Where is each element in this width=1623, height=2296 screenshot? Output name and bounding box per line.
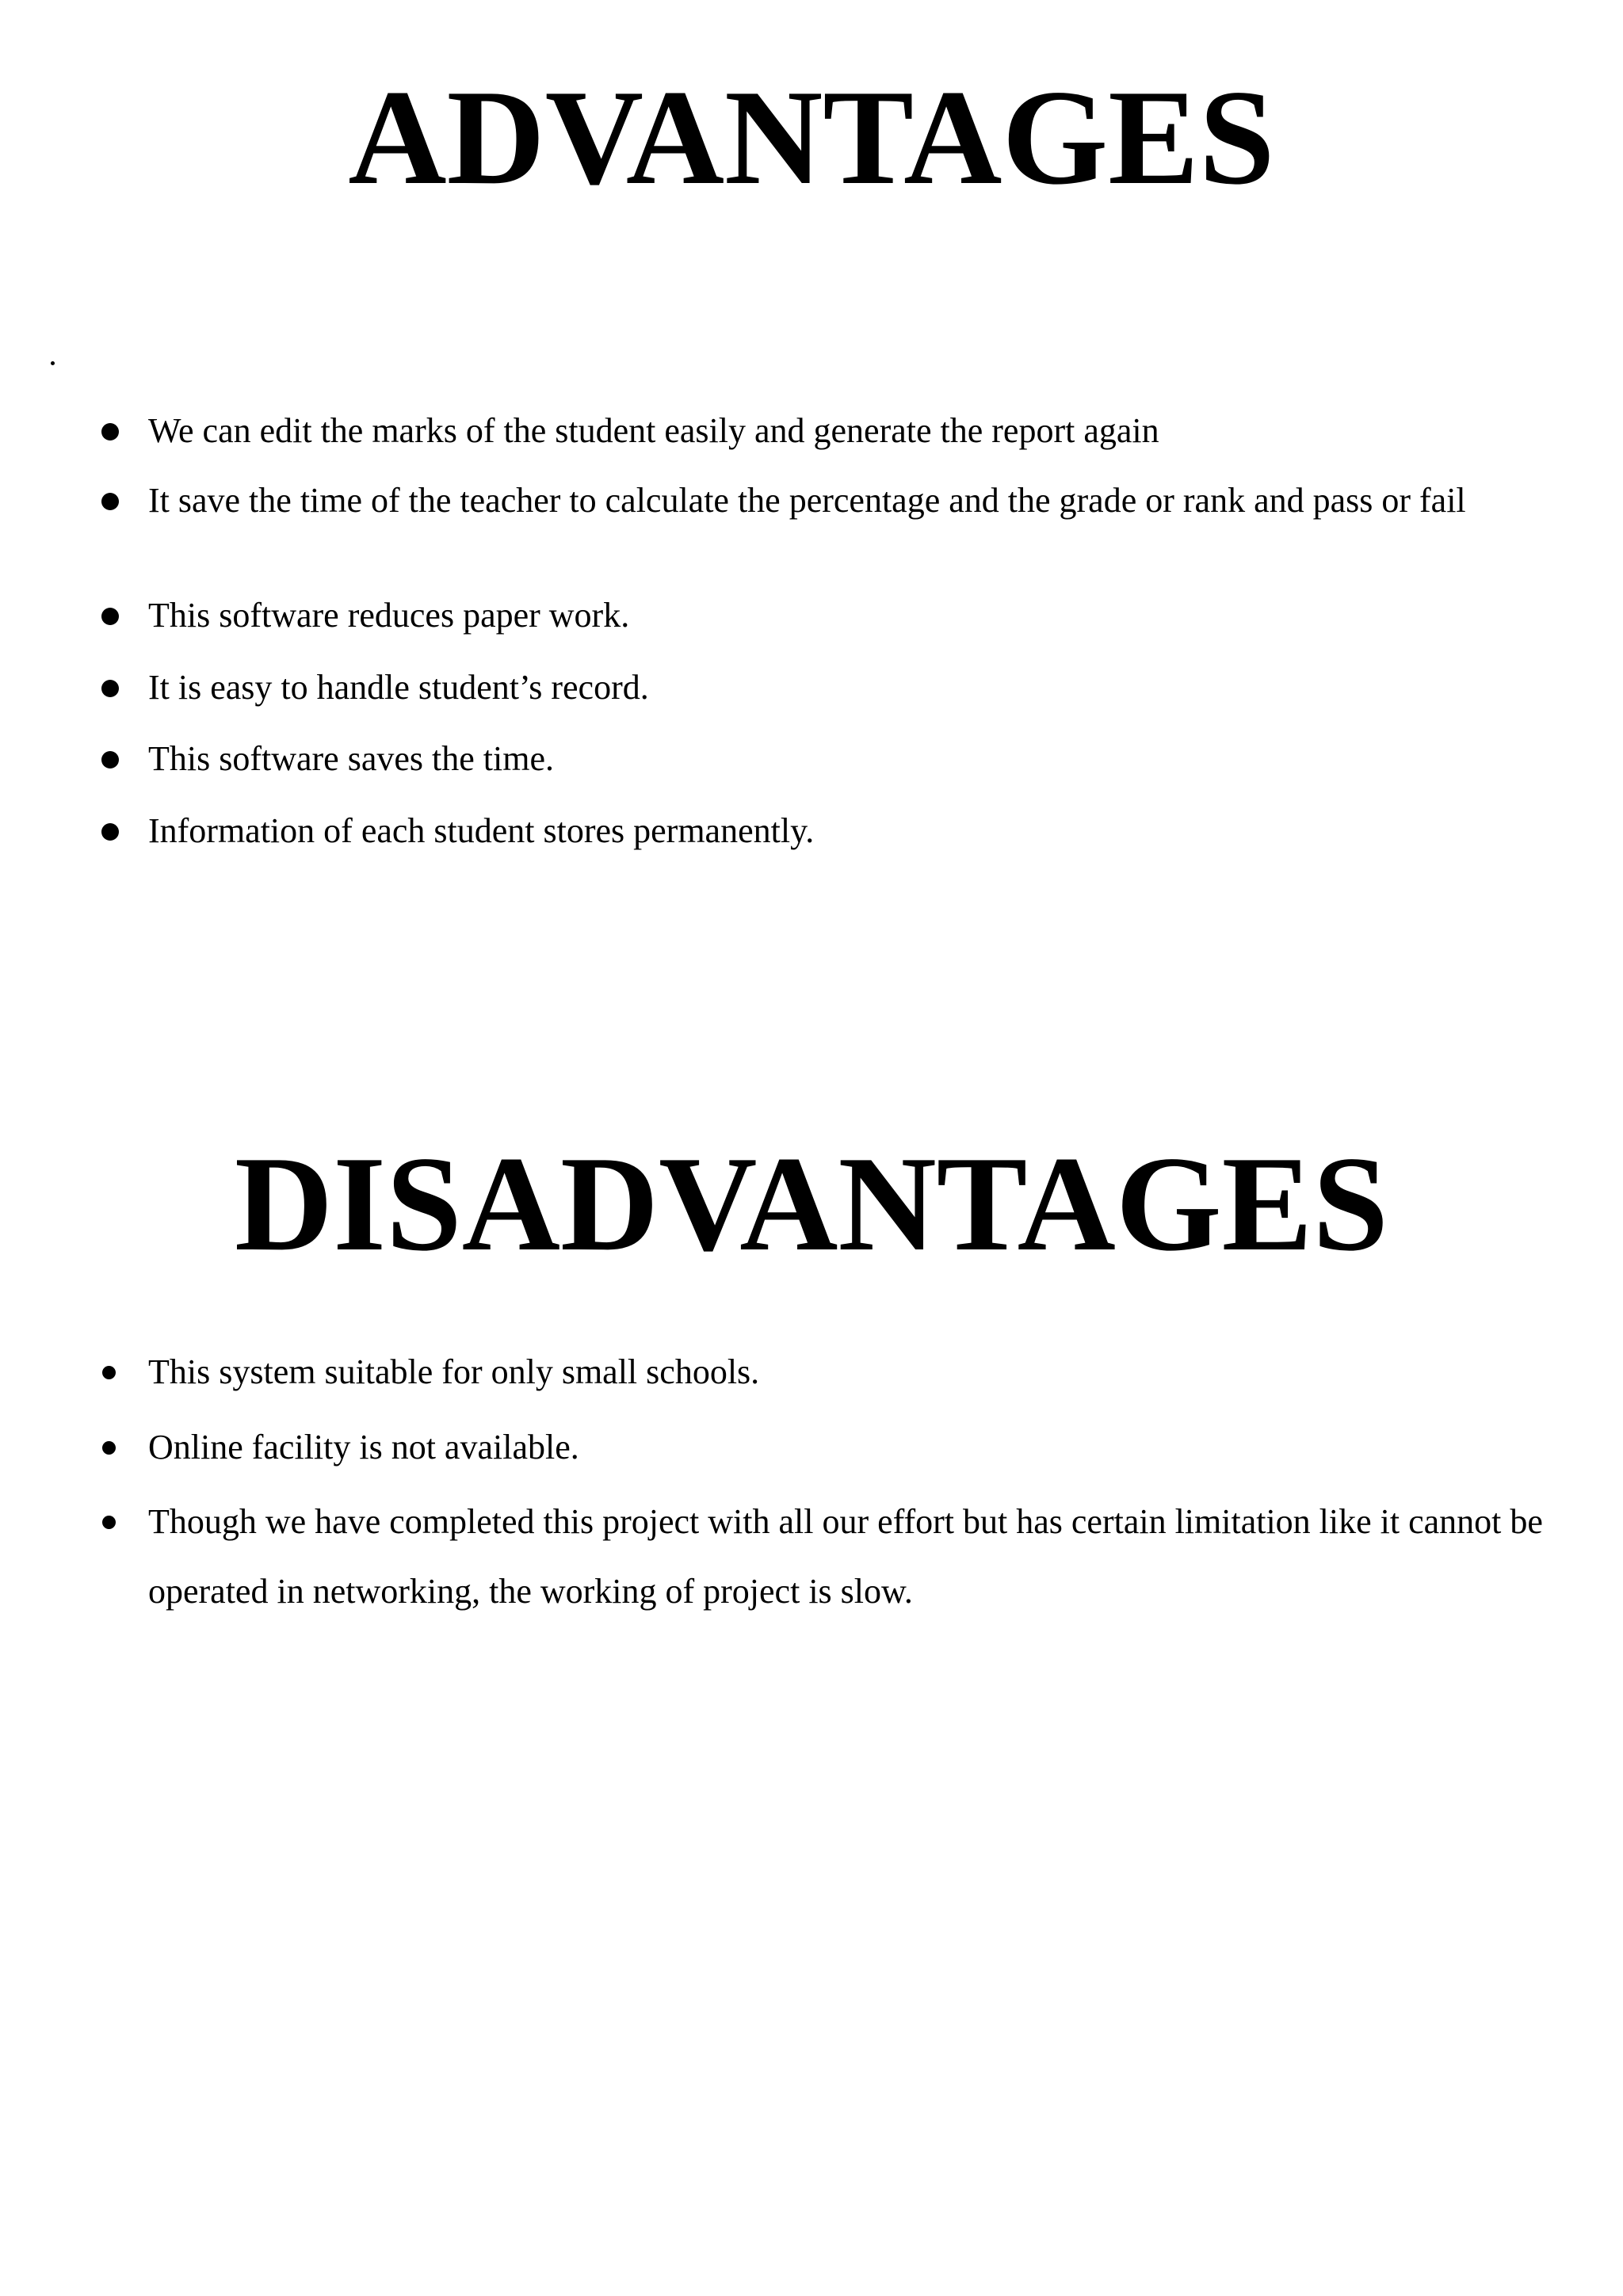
advantages-heading: ADVANTAGES [348,63,1275,213]
list-item-text: Though we have completed this project with all our effort but has certain limitation like it cannot be operated in networking, the working of project is slow. [148,1502,1543,1611]
list-item-text: We can edit the marks of the student easily and generate the report again [148,411,1159,450]
list-item-text: Online facility is not available. [148,1428,579,1466]
list-item-text: This software reduces paper work. [148,596,630,635]
list-item-text: It save the time of the teacher to calculate the percentage and the grade or rank and pass or fail [148,481,1466,520]
list-item-text: This system suitable for only small schools. [148,1352,760,1391]
bullet-icon [101,680,119,697]
bullet-icon [101,751,119,769]
bullet-icon [102,1366,116,1379]
bullet-icon [101,493,119,510]
bullet-icon [102,1441,116,1455]
stray-dot-mark [51,361,55,365]
bullet-icon [101,823,119,841]
bullet-icon [101,423,119,441]
list-item-text: It is easy to handle student’s record. [148,668,649,707]
list-item-text: This software saves the time. [148,739,554,778]
bullet-icon [102,1516,116,1529]
list-item-text: Information of each student stores permanently. [148,811,815,850]
disadvantages-heading: DISADVANTAGES [234,1129,1389,1280]
bullet-icon [101,608,119,625]
